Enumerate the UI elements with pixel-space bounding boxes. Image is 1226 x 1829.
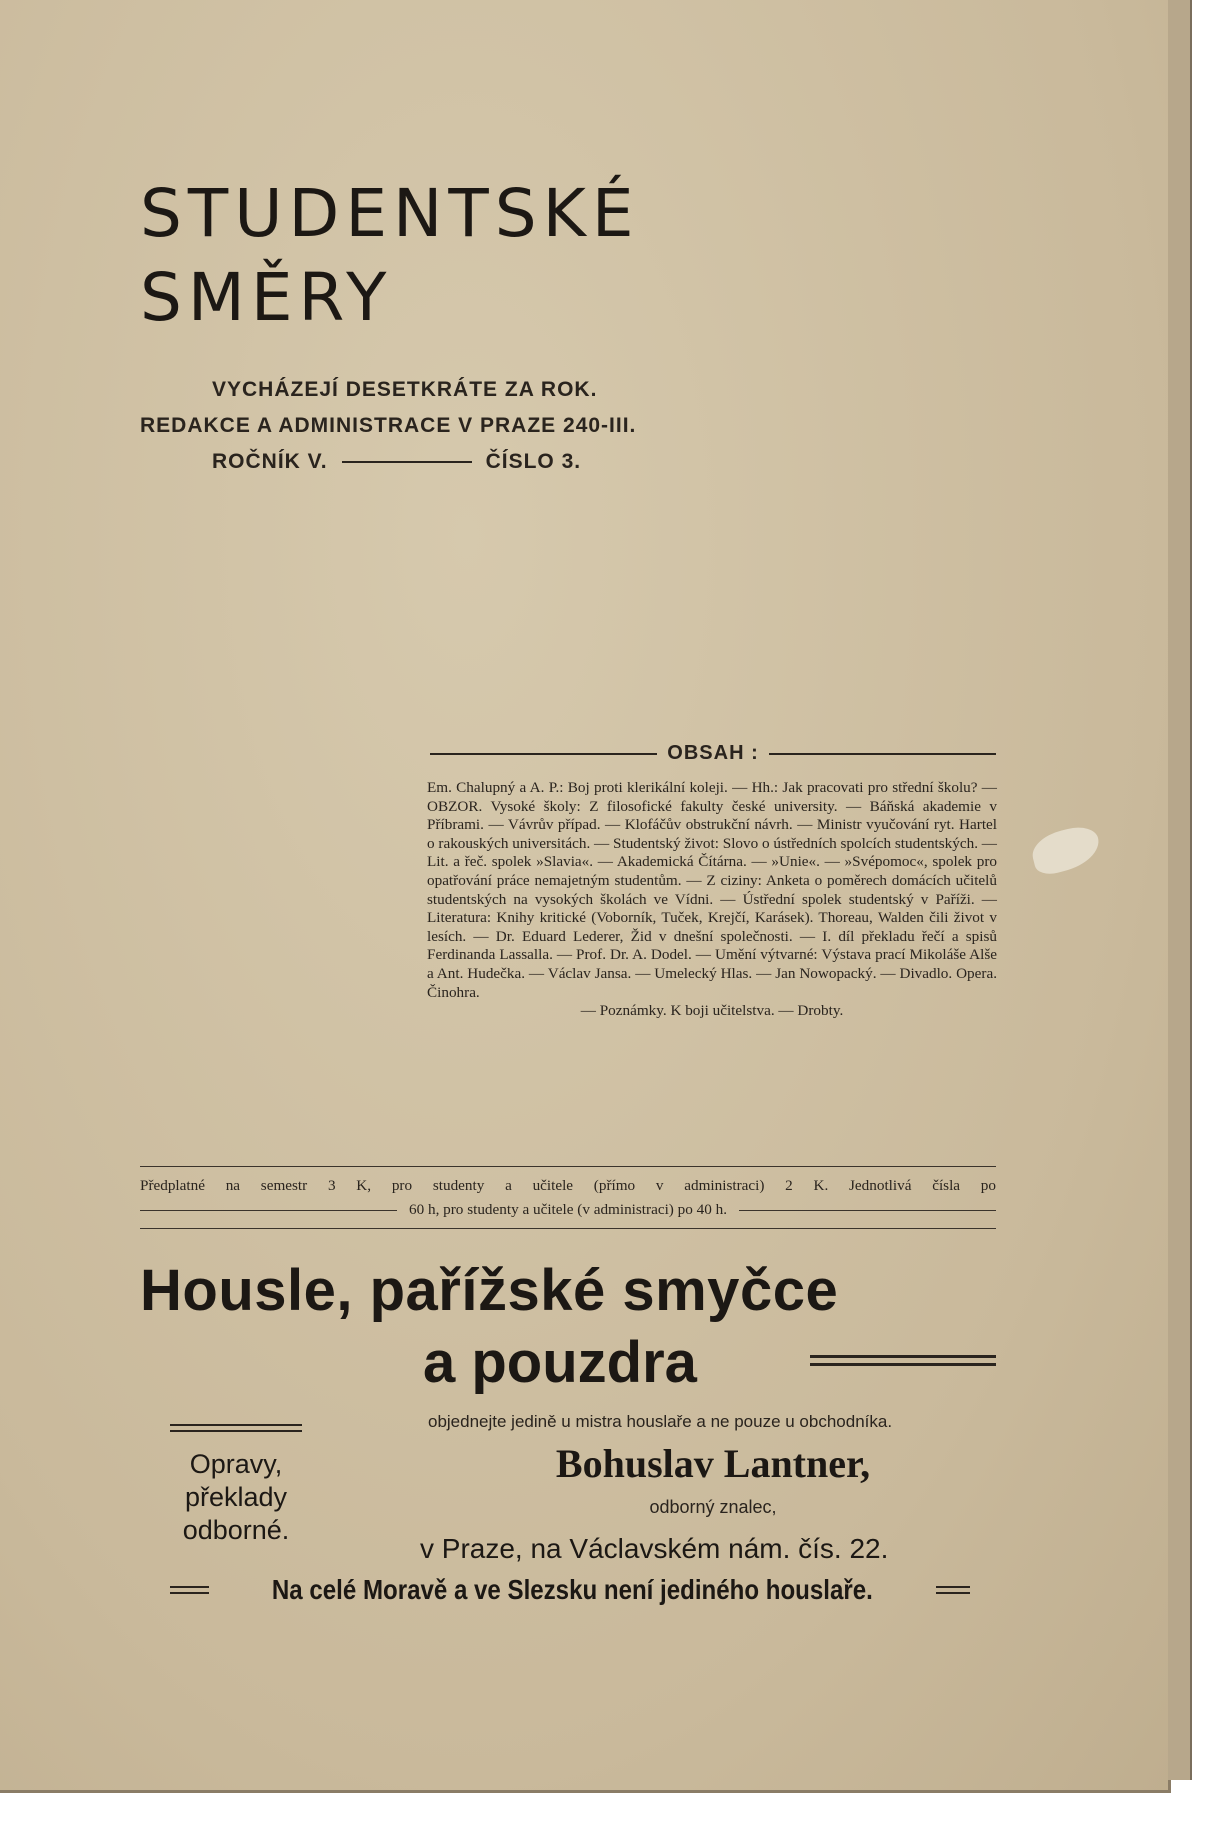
ad-headline-line1: Housle, pařížské smyčce: [140, 1258, 839, 1323]
contents-heading-label: OBSAH :: [667, 742, 759, 764]
subscription-line2: 60 h, pro studenty a učitele (v administraci) po 40 h.: [408, 1201, 728, 1218]
issue-label: ČÍSLO 3.: [485, 450, 582, 473]
masthead-title-line2: SMĚRY: [140, 259, 393, 336]
ad-maker-name: Bohuslav Lantner,: [555, 1441, 871, 1486]
bottom-rule-right: [936, 1586, 970, 1594]
contents-rule-left: [430, 753, 657, 755]
masthead: [140, 172, 640, 340]
volume-issue-line: [140, 444, 636, 480]
divider-top: [140, 1166, 996, 1167]
masthead-title-line1: STUDENTSKÉ: [140, 175, 640, 252]
contents-heading: [430, 742, 996, 765]
editorial-address-line: REDAKCE A ADMINISTRACE V PRAZE 240-III.: [140, 414, 637, 437]
subscription-notice: [140, 1174, 996, 1222]
subscription-rule-left: [140, 1210, 397, 1211]
subscription-line2-row: [140, 1198, 996, 1222]
ad-order-note: objednejte jedině u mistra houslaře a ne pouze u obchodníka.: [428, 1412, 893, 1431]
repairs-line2: překlady: [184, 1482, 288, 1512]
volume-label: ROČNÍK V.: [212, 450, 328, 473]
publication-info: [140, 372, 636, 480]
repairs-line1: Opravy,: [189, 1449, 283, 1479]
repairs-line3: odborné.: [182, 1515, 290, 1545]
bottom-rule-left: [170, 1586, 209, 1594]
volume-issue-rule: [342, 461, 472, 463]
repairs-double-rule: [170, 1424, 302, 1432]
table-of-contents: [427, 779, 997, 1021]
ad-address: v Praze, na Václavském nám. čís. 22.: [420, 1533, 889, 1564]
subscription-rule-right: [739, 1210, 996, 1211]
page-edge: [1168, 0, 1192, 1780]
divider-bottom: [140, 1228, 996, 1229]
ad-bottom-text: Na celé Moravě a ve Slezsku není jediného houslaře.: [271, 1574, 873, 1605]
contents-last-line: — Poznámky. K boji učitelstva. — Drobty.: [580, 1002, 844, 1020]
subscription-line1: Předplatné na semestr 3 K, pro studenty a učitele (přímo v administraci) 2 K. Jednotlivá čísla po: [140, 1177, 996, 1194]
ad-bottom-line: [170, 1574, 970, 1606]
contents-rule-right: [769, 753, 996, 755]
frequency-line: VYCHÁZEJÍ DESETKRÁTE ZA ROK.: [212, 378, 598, 401]
repairs-box: [170, 1424, 302, 1547]
headline-double-rule: [810, 1355, 996, 1366]
ad-headline-line2: a pouzdra: [423, 1330, 697, 1395]
contents-body: Em. Chalupný a A. P.: Boj proti klerikální koleji. — Hh.: Jak pracovati pro střední školu? — OBZOR. Vysoké školy: Z filosofické fakulty české university. — Báňská akademie v Příbrami. — Vávrův případ. — Klofáčův obstrukční návrh. — Ministr vyučování ryt. Hartel o rakouských universitách. — Studentský život: Slovo o ústředních spolcích studentských. — Lit. a řeč. spolek »Slavia«. — Akademická Čítárna. — »Unie«. — »Svépomoc«, spolek pro opatřování práce nemajetným studentům. — Z ciziny: Anketa o poměrech domácích učitelů studentských na vysokých školách ve Vídni. — Ústřední spolek studentský v Paříži. — Literatura: Knihy kritické (Voborník, Tuček, Krejčí, Karásek). Thoreau, Walden čili život v lesích. — Dr. Eduard Lederer, Žid v dnešní společnosti. — I. díl překladu řečí a spisů Ferdinanda Lassalla. — Prof. Dr. A. Dodel. — Umění výtvarné: Výstava prací Mikoláše Alše a Ant. Hudečka. — Václav Jansa. — Umelecký Hlas. — Jan Nowopacký. — Divadlo. Opera. Činohra.: [427, 779, 997, 1001]
ad-maker-role: odborný znalec,: [649, 1497, 777, 1517]
